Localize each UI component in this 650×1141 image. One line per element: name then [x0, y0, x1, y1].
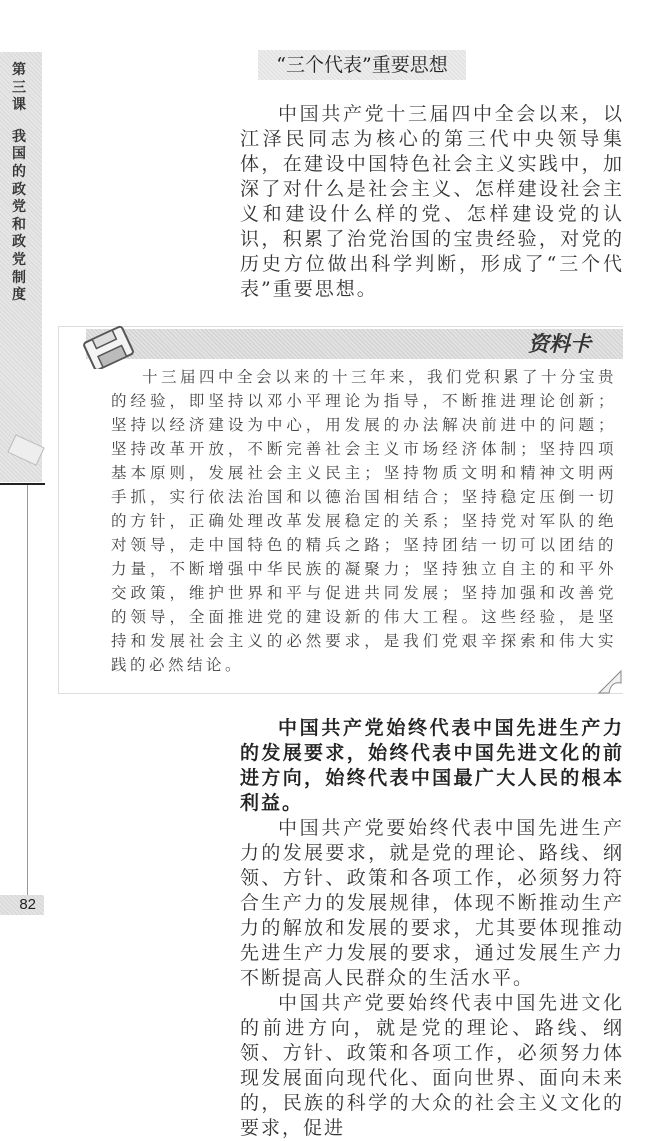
body-paragraph: 中国共产党要始终代表中国先进文化的前进方向，就是党的理论、路线、纲领、方针、政策和各项工作，必须努力体现发展面向现代化、面向世界、面向未来的，民族的科学的大众的社会主义文化的要求，促进	[240, 992, 624, 1139]
chapter-sidebar	[0, 52, 42, 482]
key-point: 中国共产党始终代表中国先进生产力的发展要求，始终代表中国先进文化的前进方向，始终代表中国最广大人民的根本利益。	[240, 717, 624, 814]
chapter-label	[12, 62, 30, 305]
info-card	[58, 326, 623, 694]
margin-rule	[27, 485, 28, 895]
info-card-title: 资料卡	[528, 332, 591, 356]
chapter-title: 我国的政党和政党制度	[12, 128, 26, 304]
floppy-disk-icon	[81, 325, 137, 369]
info-card-text: 十三届四中全会以来的十三年来，我们党积累了十分宝贵的经验，即坚持以邓小平理论为指导，不断推进理论创新；坚持以经济建设为中心，用发展的办法解决前进中的问题；坚持改革开放，不断完善社会主义市场经济体制；坚持四项基本原则，发展社会主义民主；坚持物质文明和精神文明两手抓，实行依法治国和以德治国相结合；坚持稳定压倒一切的方针，正确处理改革发展稳定的关系；坚持党对军队的绝对领导，走中国特色的精兵之路；坚持团结一切可以团结的力量，不断增强中华民族的凝聚力；坚持独立自主的和平外交政策，维护世界和平与促进共同发展；坚持加强和改善党的领导，全面推进党的建设新的伟大工程。这些经验，是坚持和发展社会主义的必然要求，是我们党艰辛探索和伟大实践的必然结论。	[111, 368, 618, 674]
intro-text: 中国共产党十三届四中全会以来，以江泽民同志为核心的第三代中央领导集体，在建设中国特色社会主义实践中，加深了对什么是社会主义、怎样建设社会主义和建设什么样的党、怎样建设党的认识，积累了治党治国的宝贵经验，对党的历史方位做出科学判断，形成了“三个代表”重要思想。	[240, 103, 624, 300]
info-card-head	[59, 327, 623, 359]
section-title: “三个代表”重要思想	[258, 50, 466, 80]
body-paragraph: 中国共产党要始终代表中国先进生产力的发展要求，就是党的理论、路线、纲领、方针、政策和各项工作，必须努力符合生产力的发展规律，体现不断推动生产力的解放和发展的要求，尤其要体现推动先进生产力发展的要求，通过发展生产力不断提高人民群众的生活水平。	[240, 817, 624, 989]
main-body	[240, 716, 624, 1141]
page-curl-icon	[597, 669, 623, 695]
page-number: 82	[0, 895, 44, 915]
chapter-number: 第三课	[12, 62, 26, 114]
main-column	[58, 50, 624, 1141]
margin-divider	[0, 483, 45, 485]
intro-paragraph	[240, 102, 624, 302]
